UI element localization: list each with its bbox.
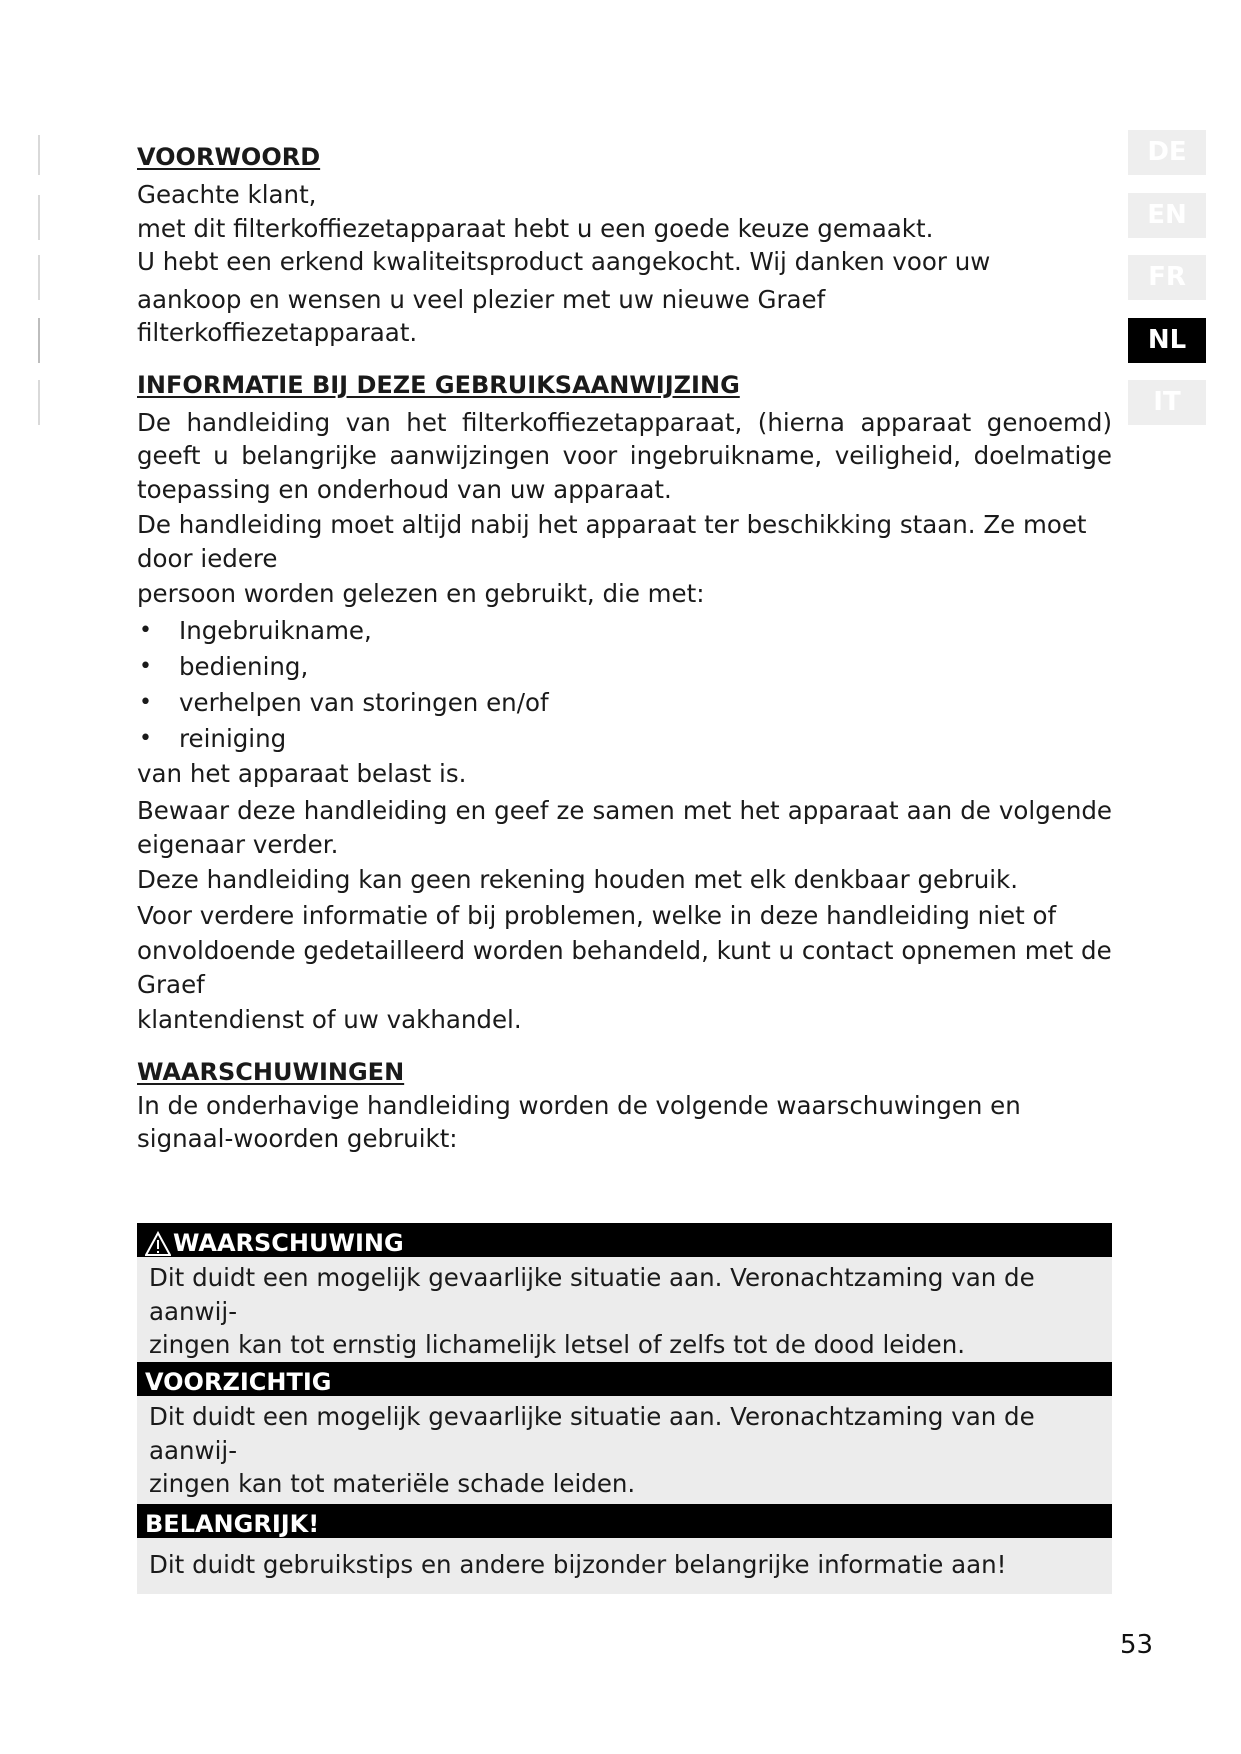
waarschuwingen-intro: In de onderhavige handleiding worden de volgende waarschuwingen en signaal-woorden gebruikt:: [137, 1090, 1021, 1153]
important-notice-header: [137, 1504, 1112, 1538]
bullet-icon: •: [139, 689, 152, 715]
margin-mark: [38, 380, 40, 425]
warning-triangle-icon: [145, 1231, 171, 1257]
margin-mark: [38, 318, 40, 363]
voorwoord-line: met dit filterkoffiezetapparaat hebt u een goede keuze gemaakt.: [137, 213, 934, 243]
section-title-informatie: INFORMATIE BIJ DEZE GEBRUIKSAANWIJZING: [137, 370, 740, 399]
important-text-line: Dit duidt gebruikstips en andere bijzonder belangrijke informatie aan!: [149, 1550, 1007, 1579]
caution-label: VOORZICHTIG: [145, 1368, 332, 1396]
language-tab-de[interactable]: DE: [1128, 130, 1206, 175]
important-notice-body: [137, 1538, 1112, 1594]
voorwoord-line: Geachte klant,: [137, 180, 317, 209]
warning-notice-header: [137, 1223, 1112, 1257]
caution-notice: [137, 1362, 1112, 1507]
section-title-voorwoord: VOORWOORD: [137, 143, 321, 171]
informatie-paragraph: Voor verdere informatie of bij problemen, welke in deze handleiding niet of: [137, 900, 1057, 930]
warning-text-line: zingen kan tot ernstig lichamelijk letsel of zelfs tot de dood leiden.: [149, 1330, 966, 1359]
caution-text-line: Dit duidt een mogelijk gevaarlijke situatie aan. Veronachtzaming van de aanwij-: [149, 1402, 1035, 1465]
important-label: BELANGRIJK!: [145, 1510, 320, 1538]
list-item: • verhelpen van storingen en/of: [137, 685, 1112, 721]
informatie-paragraph: onvoldoende gedetailleerd worden behandeld, kunt u contact opnemen met de Graef: [137, 936, 1112, 999]
margin-mark: [38, 135, 40, 175]
list-item: • Ingebruikname,: [137, 613, 1112, 649]
important-notice: [137, 1504, 1112, 1594]
caution-text-line: zingen kan tot materiële schade leiden.: [149, 1469, 636, 1498]
caution-notice-body: [137, 1396, 1112, 1507]
informatie-paragraph: van het apparaat belast is.: [137, 758, 467, 788]
bullet-icon: •: [139, 653, 152, 679]
informatie-paragraph: persoon worden gelezen en gebruikt, die met:: [137, 579, 705, 608]
list-item: • reiniging: [137, 721, 1112, 757]
margin-mark: [38, 195, 40, 240]
margin-mark: [38, 255, 40, 300]
language-tab-it[interactable]: IT: [1128, 380, 1206, 425]
section-title-waarschuwingen: WAARSCHUWINGEN: [137, 1057, 405, 1086]
warning-notice: [137, 1223, 1112, 1368]
caution-notice-header: [137, 1362, 1112, 1396]
voorwoord-line: U hebt een erkend kwaliteitsproduct aangekocht. Wij danken voor uw: [137, 247, 991, 276]
warning-notice-body: [137, 1257, 1112, 1368]
warning-label: WAARSCHUWING: [173, 1229, 404, 1257]
language-tab-en[interactable]: EN: [1128, 193, 1206, 238]
voorwoord-line: aankoop en wensen u veel plezier met uw nieuwe Graef filterkoffiezetapparaat.: [137, 284, 826, 347]
language-tab-nl[interactable]: NL: [1128, 318, 1206, 363]
informatie-paragraph: Deze handleiding kan geen rekening houden met elk denkbaar gebruik.: [137, 865, 1019, 894]
informatie-paragraph: klantendienst of uw vakhandel.: [137, 1005, 522, 1034]
language-tab-fr[interactable]: FR: [1128, 255, 1206, 300]
warning-text-line: Dit duidt een mogelijk gevaarlijke situatie aan. Veronachtzaming van de aanwij-: [149, 1263, 1035, 1326]
main-content: [137, 140, 1112, 1156]
page-number: 53: [1120, 1630, 1154, 1660]
responsibility-list: [137, 613, 1112, 757]
informatie-paragraph: De handleiding moet altijd nabij het apparaat ter beschikking staan. Ze moet door iedere: [137, 510, 1087, 573]
informatie-paragraph: De handleiding van het filterkoffiezetapparaat, (hierna apparaat genoemd) geeft u belangrijke aanwijzingen voor ingebruikname, veiligheid, doelmatige toepassing en onderhoud van uw apparaat.: [137, 407, 1112, 504]
bullet-icon: •: [139, 617, 152, 643]
list-item: • bediening,: [137, 649, 1112, 685]
bullet-icon: •: [139, 725, 152, 751]
informatie-paragraph: Bewaar deze handleiding en geef ze samen met het apparaat aan de volgende eigenaar verder.: [137, 796, 1112, 859]
